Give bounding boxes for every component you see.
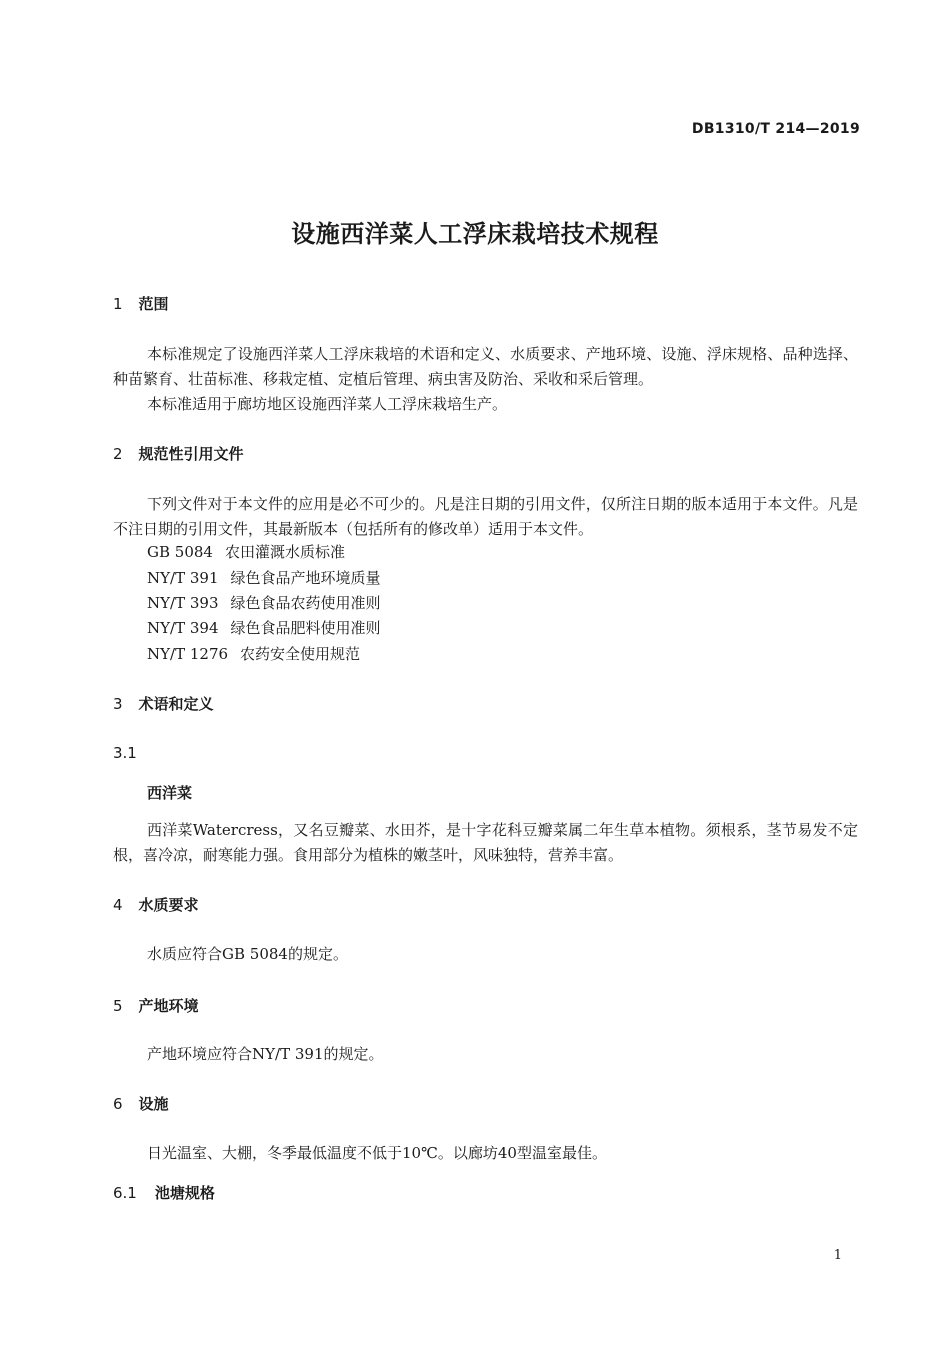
reference-name: 绿色食品农药使用准则 [230, 594, 381, 612]
reference-item [147, 592, 381, 613]
document-title: 设施西洋菜人工浮床栽培技术规程 [291, 220, 659, 248]
section-number: 5 [113, 997, 123, 1015]
reference-item [147, 567, 381, 588]
term-definition: 西洋菜Watercress，又名豆瓣菜、水田芥，是十字花科豆瓣菜属二年生草本植物。须根系，茎节易发不定根，喜冷凉，耐寒能力强。食用部分为植株的嫩茎叶，风味独特，营养丰富。 [113, 821, 858, 864]
reference-code: NY/T 391 [147, 569, 219, 587]
reference-code: NY/T 1276 [147, 645, 229, 663]
section-title: 产地环境 [138, 997, 199, 1015]
reference-item [147, 617, 381, 638]
section-number: 6 [113, 1095, 123, 1113]
section-title: 水质要求 [138, 896, 199, 914]
section-number: 1 [113, 295, 123, 313]
section-title: 设施 [138, 1095, 169, 1113]
subsection-6-1-heading [113, 1182, 215, 1203]
section-6-heading [113, 1093, 169, 1114]
reference-item [147, 541, 345, 562]
subsection-title: 池塘规格 [154, 1184, 215, 1202]
reference-name: 绿色食品肥料使用准则 [230, 619, 381, 637]
reference-item [147, 643, 360, 664]
section-2-paragraph-1: 下列文件对于本文件的应用是必不可少的。凡是注日期的引用文件，仅所注日期的版本适用于本文件。凡是不注日期的引用文件，其最新版本（包括所有的修改单）适用于本文件。 [113, 495, 858, 538]
section-title: 范围 [138, 295, 169, 313]
section-5-paragraph-1: 产地环境应符合NY/T 391的规定。 [147, 1045, 384, 1063]
section-5-heading [113, 995, 199, 1016]
section-1-heading [113, 293, 169, 314]
section-number: 3 [113, 695, 123, 713]
reference-name: 绿色食品产地环境质量 [230, 569, 381, 587]
page-number: 1 [833, 1248, 842, 1263]
reference-name: 农药安全使用规范 [240, 645, 361, 663]
subsection-number: 6.1 [113, 1184, 137, 1202]
section-title: 术语和定义 [138, 695, 214, 713]
term-name: 西洋菜 [147, 784, 193, 802]
section-4-heading [113, 894, 199, 915]
section-3-heading [113, 693, 214, 714]
section-1-paragraph-2: 本标准适用于廊坊地区设施西洋菜人工浮床栽培生产。 [147, 395, 508, 413]
reference-code: NY/T 393 [147, 594, 219, 612]
reference-name: 农田灌溉水质标准 [224, 543, 345, 561]
section-2-heading [113, 443, 244, 464]
subsection-3-1-number: 3.1 [113, 744, 137, 762]
standard-code: DB1310/T 214—2019 [691, 121, 860, 137]
section-title: 规范性引用文件 [138, 445, 244, 463]
reference-code: NY/T 394 [147, 619, 219, 637]
section-6-paragraph-1: 日光温室、大棚，冬季最低温度不低于10℃。以廊坊40型温室最佳。 [147, 1144, 607, 1162]
section-number: 4 [113, 896, 123, 914]
reference-code: GB 5084 [147, 543, 213, 561]
section-4-paragraph-1: 水质应符合GB 5084的规定。 [147, 945, 348, 963]
section-1-paragraph-1: 本标准规定了设施西洋菜人工浮床栽培的术语和定义、水质要求、产地环境、设施、浮床规格、品种选择、种苗繁育、壮苗标准、移栽定植、定植后管理、病虫害及防治、采收和采后管理。 [113, 345, 858, 388]
section-number: 2 [113, 445, 123, 463]
